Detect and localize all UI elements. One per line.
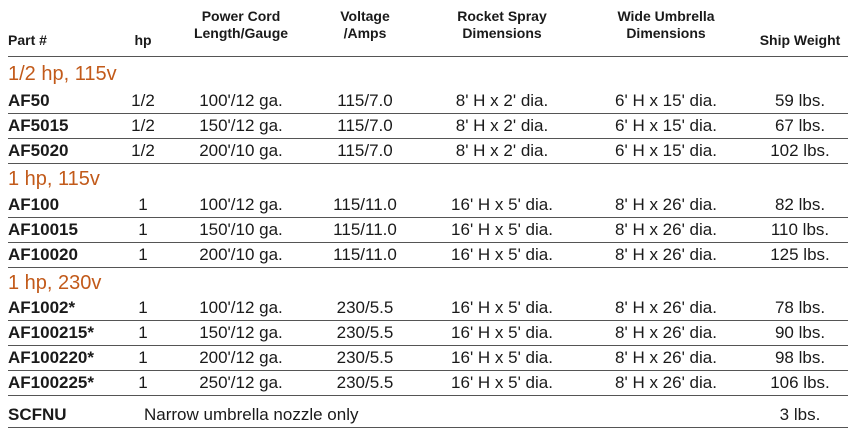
- cell-cord: 200'/12 ga.: [199, 348, 283, 367]
- cell-umbrella: 8' H x 26' dia.: [615, 323, 717, 342]
- cell-spray: 16' H x 5' dia.: [451, 220, 553, 239]
- header-umbrella-line2: Dimensions: [626, 25, 706, 41]
- cell-voltage: 115/11.0: [333, 195, 397, 214]
- cell-hp: 1: [138, 245, 148, 264]
- cell-hp: 1: [138, 195, 148, 214]
- cell-spray: 16' H x 5' dia.: [451, 298, 553, 317]
- header-umbrella-line1: Wide Umbrella: [617, 8, 715, 24]
- cell-voltage: 115/7.0: [337, 91, 393, 110]
- header-cord: [180, 8, 302, 42]
- header-voltage-line2: /Amps: [343, 25, 387, 41]
- header-spray: [430, 8, 574, 42]
- header-hp-label: hp: [134, 32, 152, 48]
- header-part-label: Part #: [8, 32, 47, 48]
- cell-weight: 102 lbs.: [770, 141, 830, 160]
- header-umbrella: [580, 8, 752, 42]
- cell-cord: 150'/12 ga.: [199, 116, 283, 135]
- section-title: 1/2 hp, 115v: [8, 63, 117, 85]
- divider: [8, 56, 848, 57]
- cell-hp: 1: [138, 373, 148, 392]
- header-spray-line1: Rocket Spray: [457, 8, 547, 24]
- cell-hp: 1: [138, 220, 148, 239]
- cell-part: AF5015: [8, 116, 69, 135]
- cell-cord: 200'/10 ga.: [199, 245, 283, 264]
- table-row: [0, 193, 850, 216]
- header-voltage-line1: Voltage: [340, 8, 390, 24]
- cell-part: AF100: [8, 195, 60, 214]
- table-row: [0, 114, 850, 137]
- cell-umbrella: 8' H x 26' dia.: [615, 220, 717, 239]
- cell-cord: 100'/12 ga.: [199, 91, 283, 110]
- cell-hp: 1/2: [131, 116, 155, 135]
- cell-voltage: 115/11.0: [333, 245, 397, 264]
- cell-weight: 3 lbs.: [779, 405, 821, 424]
- header-part: [8, 32, 118, 49]
- cell-part: AF5020: [8, 141, 69, 160]
- section-title: 1 hp, 230v: [8, 272, 102, 294]
- cell-weight: 78 lbs.: [774, 298, 826, 317]
- cell-cord: 250'/12 ga.: [199, 373, 283, 392]
- cell-umbrella: 6' H x 15' dia.: [615, 141, 717, 160]
- cell-part: AF10020: [8, 245, 78, 264]
- cell-voltage: 115/7.0: [337, 116, 393, 135]
- cell-weight: 82 lbs.: [774, 195, 826, 214]
- table-row: [0, 371, 850, 394]
- cell-umbrella: 8' H x 26' dia.: [615, 245, 717, 264]
- table-row: [0, 139, 850, 162]
- table-row: [0, 218, 850, 241]
- cell-part: AF100215*: [8, 323, 95, 342]
- cell-voltage: 230/5.5: [336, 298, 394, 317]
- cell-part: AF50: [8, 91, 50, 110]
- cell-weight: 110 lbs.: [770, 220, 830, 239]
- divider: [8, 267, 848, 268]
- divider: [8, 427, 848, 428]
- cell-voltage: 230/5.5: [336, 373, 394, 392]
- header-voltage: [306, 8, 424, 42]
- cell-note: Narrow umbrella nozzle only: [144, 405, 359, 424]
- cell-umbrella: 6' H x 15' dia.: [615, 116, 717, 135]
- header-weight-label: Ship Weight: [759, 32, 841, 48]
- cell-spray: 8' H x 2' dia.: [455, 141, 549, 160]
- cell-voltage: 230/5.5: [336, 323, 394, 342]
- cell-voltage: 115/7.0: [337, 141, 393, 160]
- cell-spray: 16' H x 5' dia.: [451, 195, 553, 214]
- cell-part: AF10015: [8, 220, 78, 239]
- cell-spray: 16' H x 5' dia.: [451, 373, 553, 392]
- cell-spray: 16' H x 5' dia.: [451, 245, 553, 264]
- cell-hp: 1: [138, 348, 148, 367]
- cell-weight: 98 lbs.: [774, 348, 826, 367]
- table-header: [0, 8, 850, 53]
- divider: [8, 395, 848, 396]
- cell-cord: 200'/10 ga.: [199, 141, 283, 160]
- header-weight: [752, 32, 848, 49]
- cell-weight: 125 lbs.: [770, 245, 830, 264]
- cell-spray: 8' H x 2' dia.: [455, 91, 549, 110]
- cell-voltage: 230/5.5: [336, 348, 394, 367]
- cell-voltage: 115/11.0: [333, 220, 397, 239]
- cell-part: AF100220*: [8, 348, 95, 367]
- cell-cord: 100'/12 ga.: [199, 195, 283, 214]
- cell-weight: 106 lbs.: [770, 373, 830, 392]
- cell-spray: 16' H x 5' dia.: [451, 348, 553, 367]
- cell-weight: 67 lbs.: [774, 116, 826, 135]
- cell-umbrella: 8' H x 26' dia.: [615, 195, 717, 214]
- header-hp: [118, 32, 168, 49]
- header-cord-line2: Length/Gauge: [193, 25, 289, 41]
- cell-umbrella: 8' H x 26' dia.: [615, 348, 717, 367]
- cell-hp: 1: [138, 298, 148, 317]
- cell-umbrella: 6' H x 15' dia.: [615, 91, 717, 110]
- cell-part: SCFNU: [8, 405, 67, 424]
- cell-hp: 1/2: [131, 91, 155, 110]
- cell-umbrella: 8' H x 26' dia.: [615, 298, 717, 317]
- cell-hp: 1/2: [131, 141, 155, 160]
- cell-weight: 90 lbs.: [774, 323, 826, 342]
- divider: [8, 163, 848, 164]
- header-cord-line1: Power Cord: [201, 8, 281, 24]
- cell-cord: 100'/12 ga.: [199, 298, 283, 317]
- cell-cord: 150'/10 ga.: [199, 220, 283, 239]
- header-spray-line2: Dimensions: [462, 25, 542, 41]
- table-row: [0, 403, 850, 426]
- cell-cord: 150'/12 ga.: [199, 323, 283, 342]
- table-row: [0, 346, 850, 369]
- cell-part: AF1002*: [8, 298, 76, 317]
- cell-hp: 1: [138, 323, 148, 342]
- cell-spray: 16' H x 5' dia.: [451, 323, 553, 342]
- table-row: [0, 89, 850, 112]
- table-row: [0, 243, 850, 266]
- cell-umbrella: 8' H x 26' dia.: [615, 373, 717, 392]
- table-row: [0, 296, 850, 319]
- cell-weight: 59 lbs.: [774, 91, 826, 110]
- cell-part: AF100225*: [8, 373, 95, 392]
- cell-spray: 8' H x 2' dia.: [455, 116, 549, 135]
- table-row: [0, 321, 850, 344]
- section-title: 1 hp, 115v: [8, 168, 100, 190]
